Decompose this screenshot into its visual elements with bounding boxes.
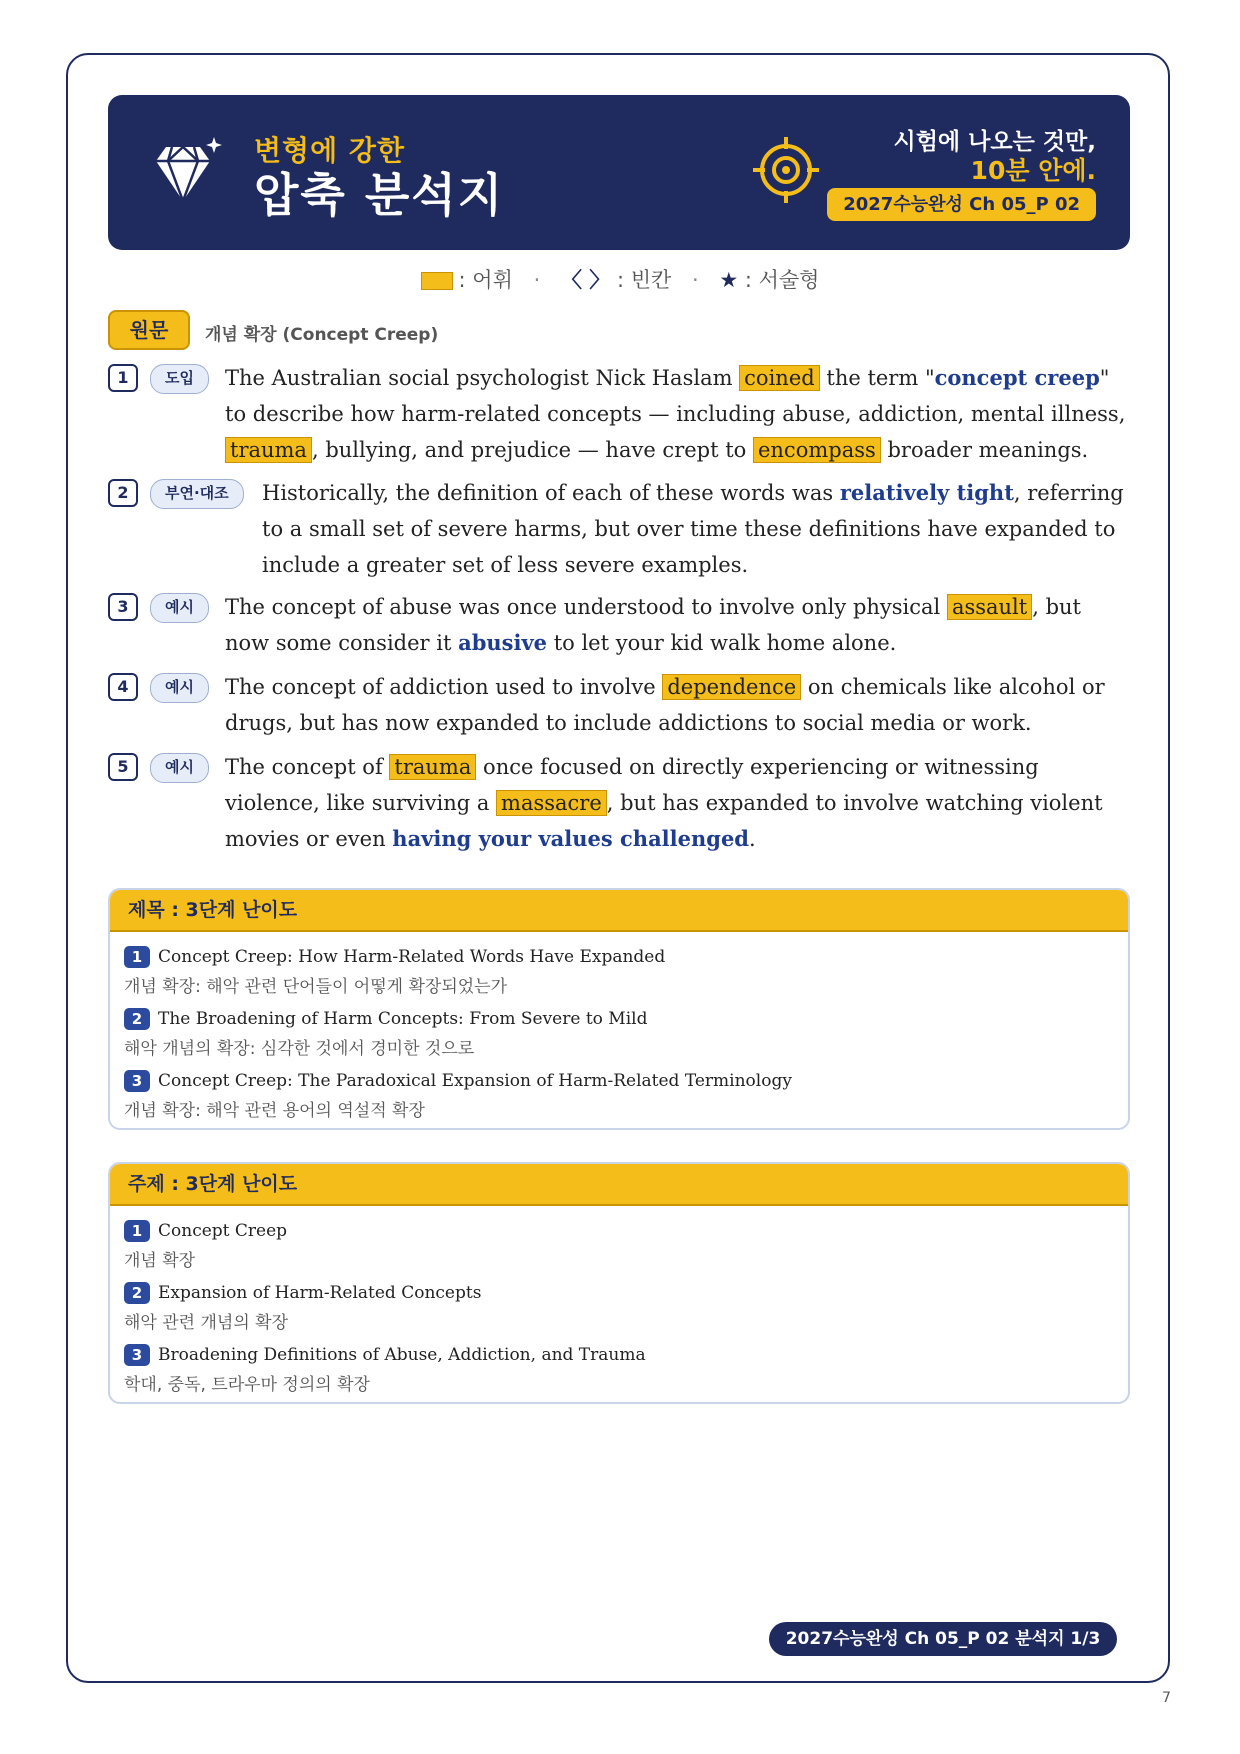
sentence-tag: 예시 <box>150 753 209 783</box>
title-item <box>124 1008 647 1059</box>
footer-label: 2027수능완성 Ch 05_P 02 분석지 1/3 <box>769 1622 1117 1656</box>
item-number: 2 <box>124 1282 150 1304</box>
keyword: concept creep <box>934 365 1100 390</box>
title-item <box>124 946 665 997</box>
topic-box <box>108 1162 1130 1404</box>
sentence-number: 1 <box>108 364 138 392</box>
header-code-badge: 2027수능완성 Ch 05_P 02 <box>827 188 1096 221</box>
item-english: Concept Creep: How Harm-Related Words Have Expanded <box>158 947 666 967</box>
item-korean: 학대, 중독, 트라우마 정의의 확장 <box>124 1375 370 1395</box>
sentence-number: 4 <box>108 673 138 701</box>
item-number: 1 <box>124 1220 150 1242</box>
item-number: 3 <box>124 1070 150 1092</box>
vocab-highlight: trauma <box>389 754 476 780</box>
brand-main: 압축 분석지 <box>254 168 505 222</box>
page-number: 7 <box>1162 1690 1171 1706</box>
sentence-tag: 부연·대조 <box>150 479 244 509</box>
topic-item <box>124 1344 646 1395</box>
item-english: The Broadening of Harm Concepts: From Severe to Mild <box>158 1009 648 1029</box>
sentence-text: The concept of abuse was once understood to involve only physical assault , but now some consider it abusive to let your kid walk home alone. <box>225 595 1081 655</box>
vocab-highlight: trauma <box>225 437 312 463</box>
item-english: Concept Creep: The Paradoxical Expansion of Harm-Related Terminology <box>158 1071 792 1091</box>
title-item <box>124 1070 792 1121</box>
item-number: 1 <box>124 946 150 968</box>
source-title: 개념 확장 (Concept Creep) <box>205 325 439 345</box>
keyword: abusive <box>458 630 548 655</box>
legend <box>0 264 1240 294</box>
legend-separator: · <box>533 268 541 292</box>
sentence-tag: 예시 <box>150 673 209 703</box>
vocab-highlight: dependence <box>662 674 801 700</box>
topic-box-heading: 주제 : 3단계 난이도 <box>110 1164 1128 1206</box>
legend-separator: · <box>691 268 699 292</box>
sentence-number: 2 <box>108 479 138 507</box>
item-korean: 해악 개념의 확장: 심각한 것에서 경미한 것으로 <box>124 1039 475 1059</box>
header-banner <box>108 95 1130 250</box>
keyword: having your values challenged <box>392 826 749 851</box>
sentence-text: The concept of trauma once focused on directly experiencing or witnessing violence, like surviving a massacre , but has expanded to involve watching violent movies or even having your values challenged. <box>225 755 1103 851</box>
slogan-line1: 시험에 나오는 것만, <box>893 129 1096 155</box>
sentence-tag: 예시 <box>150 593 209 623</box>
item-korean: 해악 관련 개념의 확장 <box>124 1313 289 1333</box>
vocab-highlight: encompass <box>753 437 881 463</box>
item-number: 3 <box>124 1344 150 1366</box>
vocab-highlight: massacre <box>496 790 607 816</box>
legend-blank: : 빈칸 <box>616 268 672 292</box>
item-korean: 개념 확장: 해악 관련 단어들이 어떻게 확장되었는가 <box>124 977 508 997</box>
legend-vocab: : 어휘 <box>458 268 513 292</box>
sentence-tag: 도입 <box>150 364 209 394</box>
legend-essay: : 서술형 <box>744 268 820 292</box>
legend-blank-symbol: 〈 〉 <box>560 268 611 292</box>
sentence-text: The concept of addiction used to involve dependence on chemicals like alcohol or drugs, but has now expanded to include addictions to social media or work. <box>225 675 1105 735</box>
item-english: Concept Creep <box>158 1221 288 1241</box>
topic-item <box>124 1282 481 1333</box>
item-english: Broadening Definitions of Abuse, Addiction, and Trauma <box>158 1345 646 1365</box>
sentence-number: 5 <box>108 753 138 781</box>
sentence-text: Historically, the definition of each of these words was relatively tight, referring to a small set of severe harms, but over time these definitions have expanded to include a greater set of less severe examples. <box>262 480 1124 577</box>
item-number: 2 <box>124 1008 150 1030</box>
title-box-heading: 제목 : 3단계 난이도 <box>110 890 1128 932</box>
slogan-line2: 10분 안에. <box>970 156 1096 185</box>
sentence-text: The Australian social psychologist Nick Haslam coined the term "concept creep" to describe how harm-related concepts — including abuse, addiction, mental illness, trauma , bullying, and prejudice — have crept to encompass broader meanings. <box>225 365 1126 462</box>
diamond-icon <box>156 135 222 207</box>
title-box <box>108 888 1130 1130</box>
item-korean: 개념 확장: 해악 관련 용어의 역설적 확장 <box>124 1101 425 1121</box>
topic-item <box>124 1220 287 1271</box>
vocab-highlight: coined <box>739 365 820 391</box>
target-icon <box>753 137 819 203</box>
source-badge: 원문 <box>108 310 190 350</box>
item-english: Expansion of Harm-Related Concepts <box>158 1283 482 1303</box>
vocab-swatch <box>421 272 453 290</box>
keyword: relatively tight <box>839 480 1014 505</box>
vocab-highlight: assault <box>947 594 1032 620</box>
brand-top: 변형에 강한 <box>254 134 405 167</box>
page-frame <box>66 53 1170 1683</box>
item-korean: 개념 확장 <box>124 1251 196 1271</box>
sentence-number: 3 <box>108 593 138 621</box>
star-icon: ★ <box>719 268 739 292</box>
